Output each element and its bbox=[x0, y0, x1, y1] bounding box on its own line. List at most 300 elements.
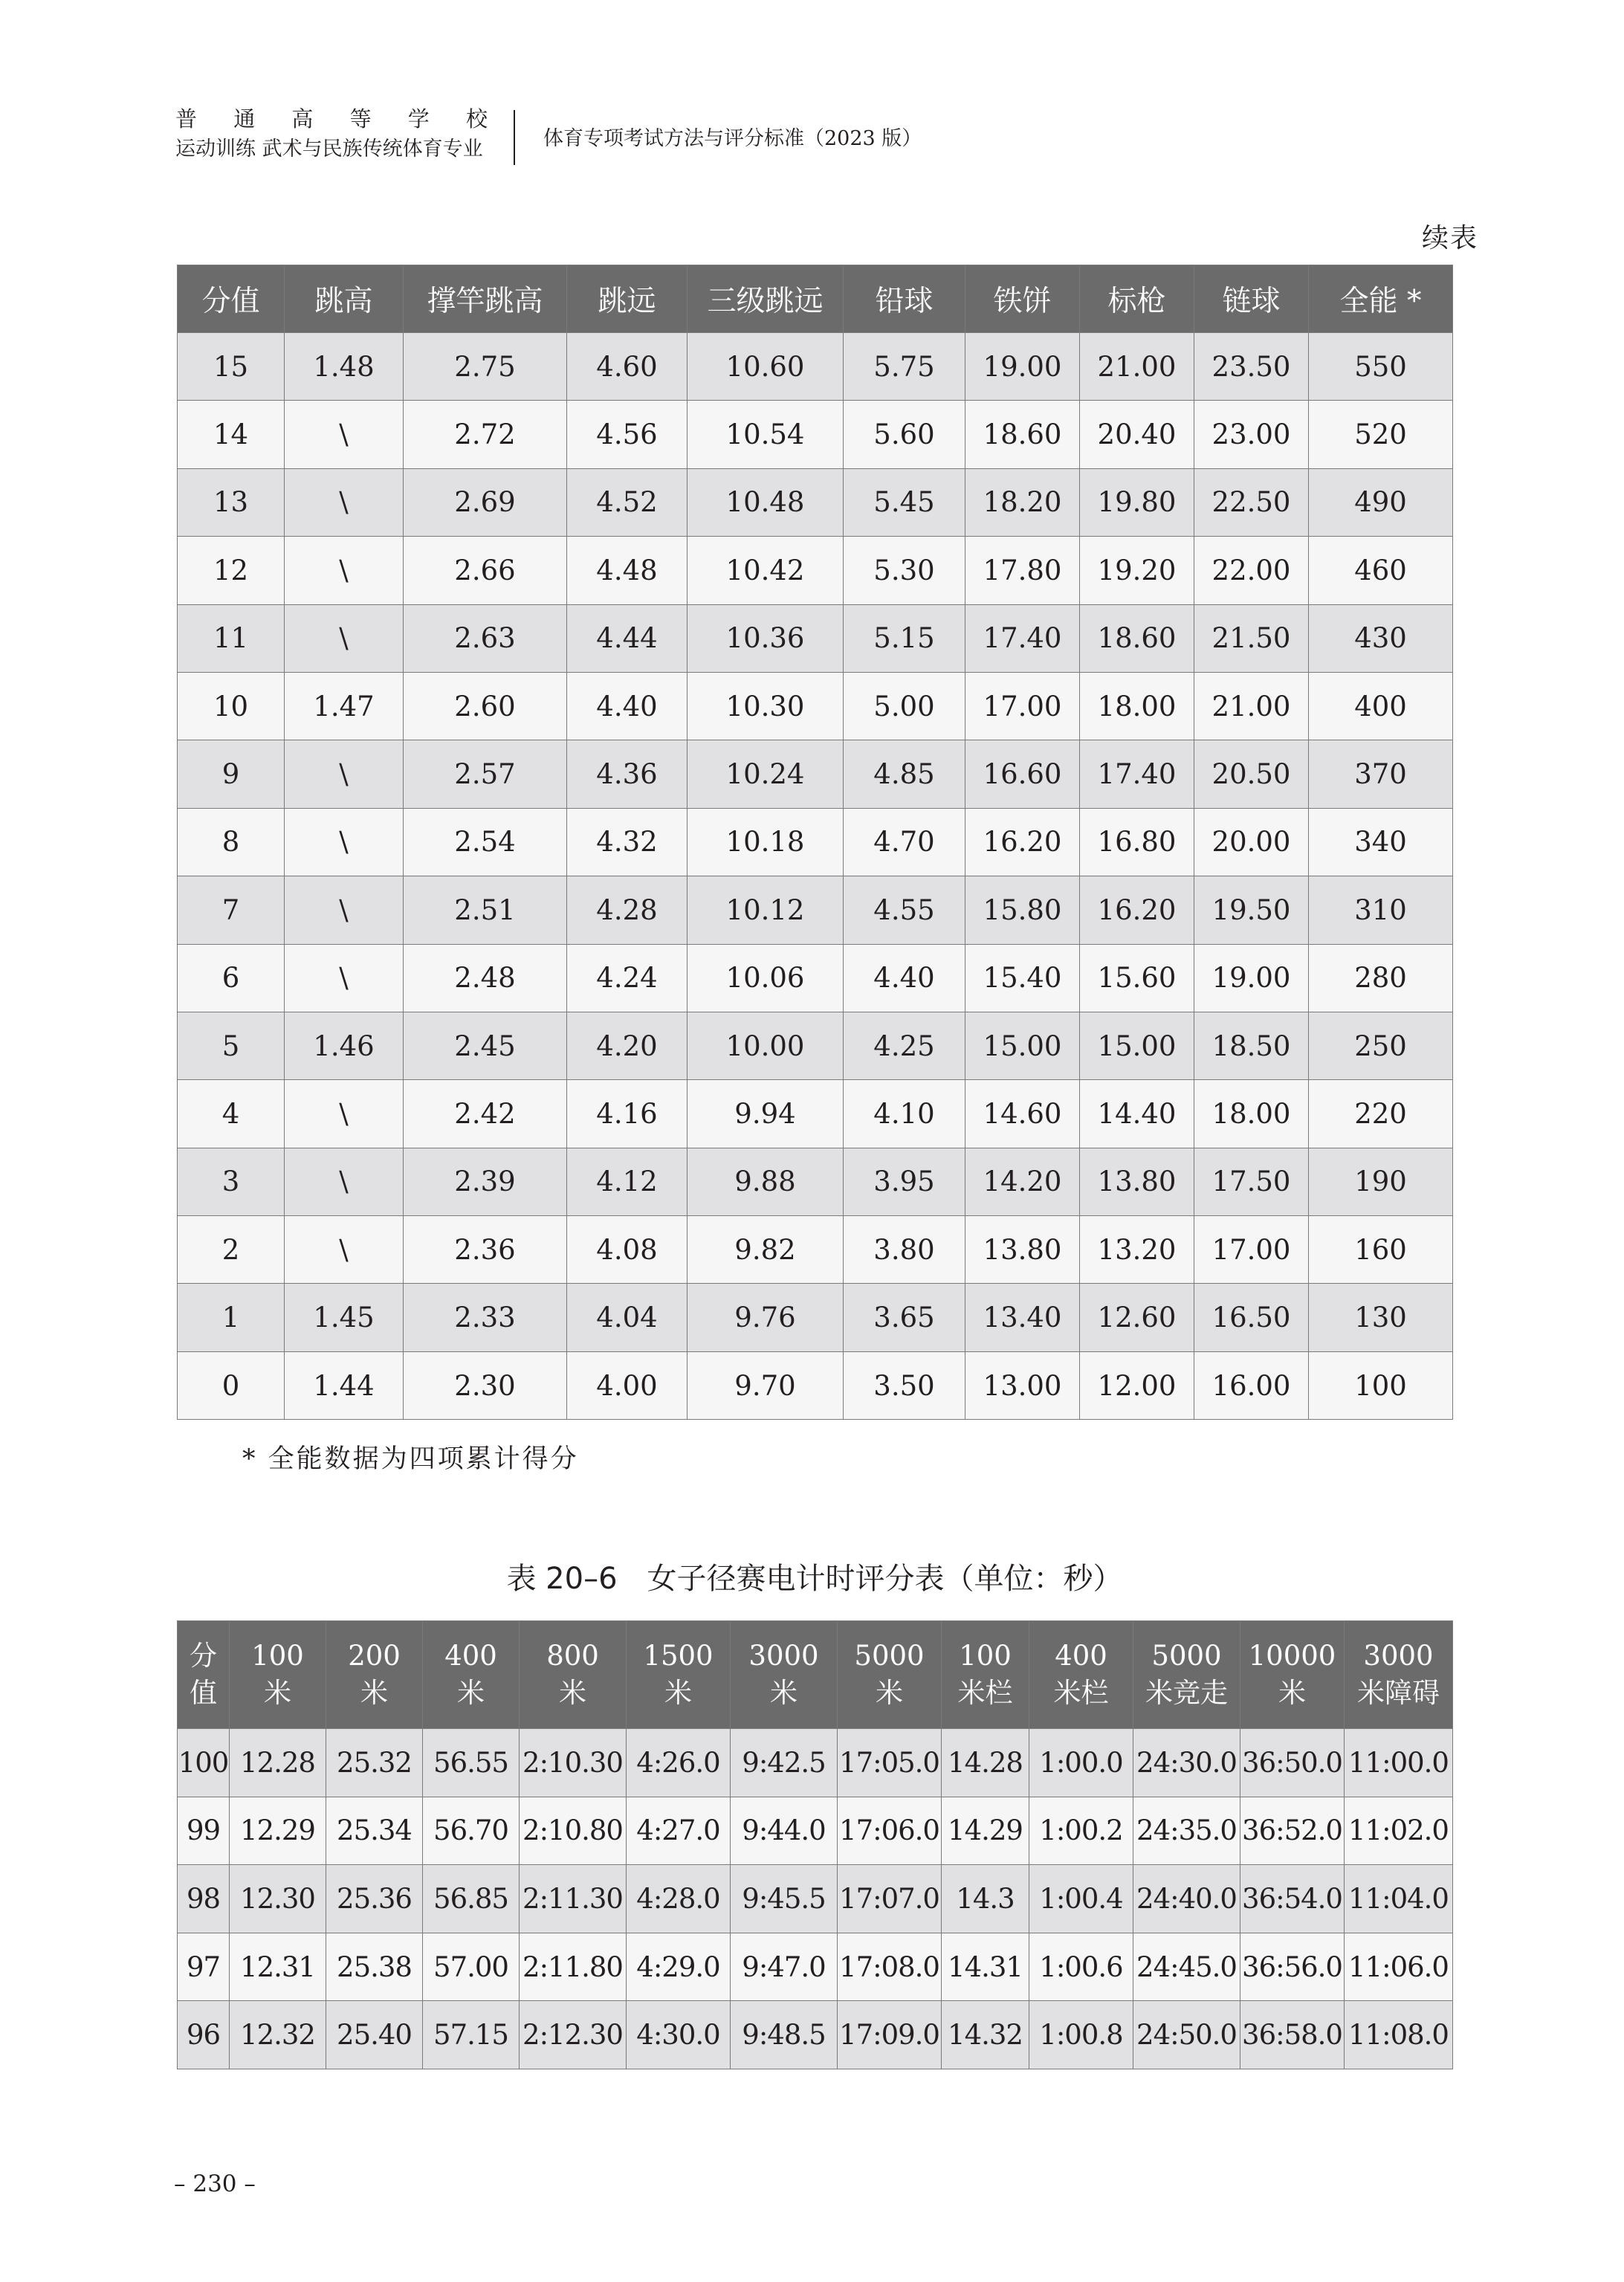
table-cell: 23.00 bbox=[1194, 401, 1309, 468]
table-cell: 550 bbox=[1309, 333, 1453, 401]
table-cell: 6 bbox=[178, 944, 285, 1012]
table-cell: \ bbox=[285, 876, 404, 944]
column-header bbox=[627, 1621, 731, 1729]
column-header-line: 100 bbox=[251, 1640, 304, 1672]
table-cell: 2.33 bbox=[404, 1284, 567, 1351]
table-row bbox=[178, 1080, 1453, 1148]
table-cell: 14.3 bbox=[942, 1865, 1029, 1933]
table-cell: 4.04 bbox=[567, 1284, 688, 1351]
table-cell: 13.40 bbox=[965, 1284, 1080, 1351]
table-row bbox=[178, 604, 1453, 672]
table-cell: 4.60 bbox=[567, 333, 688, 401]
table-cell: 2 bbox=[178, 1216, 285, 1284]
table-cell: 460 bbox=[1309, 537, 1453, 604]
table-cell: 3 bbox=[178, 1148, 285, 1215]
header-school-name bbox=[175, 104, 488, 134]
table-cell: 490 bbox=[1309, 468, 1453, 536]
table-cell: 4.25 bbox=[844, 1012, 965, 1079]
header-school-char: 等 bbox=[349, 106, 372, 132]
table-row bbox=[178, 1012, 1453, 1079]
table-cell: 400 bbox=[1309, 672, 1453, 740]
table-cell: 7 bbox=[178, 876, 285, 944]
table-cell: 10.06 bbox=[688, 944, 844, 1012]
table-cell: \ bbox=[285, 944, 404, 1012]
table-cell: 130 bbox=[1309, 1284, 1453, 1351]
column-header-line: 米栏 bbox=[1053, 1677, 1109, 1709]
table-body bbox=[178, 1729, 1453, 2069]
table-cell: 14.32 bbox=[942, 2001, 1029, 2069]
column-header-line: 1500 bbox=[643, 1640, 714, 1672]
table-cell: 20.40 bbox=[1080, 401, 1194, 468]
column-header-line: 10000 bbox=[1248, 1640, 1336, 1672]
column-header-line: 米 bbox=[559, 1677, 586, 1709]
table-cell: 19.20 bbox=[1080, 537, 1194, 604]
column-header-line: 3000 bbox=[748, 1640, 819, 1672]
table-cell: 17:07.0 bbox=[838, 1865, 942, 1933]
table-cell: 4.32 bbox=[567, 808, 688, 876]
table-cell: 9:48.5 bbox=[731, 2001, 838, 2069]
table-row bbox=[178, 740, 1453, 808]
table-row bbox=[178, 876, 1453, 944]
table-cell: 1.47 bbox=[285, 672, 404, 740]
table-cell: 9:45.5 bbox=[731, 1865, 838, 1933]
table-cell: 2.72 bbox=[404, 401, 567, 468]
table-cell: 57.00 bbox=[423, 1933, 520, 2001]
header-divider bbox=[514, 110, 515, 165]
header-school-char: 普 bbox=[175, 106, 198, 132]
table-cell: \ bbox=[285, 740, 404, 808]
table-cell: 10.24 bbox=[688, 740, 844, 808]
table-cell: 36:54.0 bbox=[1240, 1865, 1345, 1933]
column-header: 跳高 bbox=[285, 265, 404, 333]
table-cell: 9:47.0 bbox=[731, 1933, 838, 2001]
table-cell: 11 bbox=[178, 604, 285, 672]
table-cell: 4.40 bbox=[844, 944, 965, 1012]
table-cell: 17:08.0 bbox=[838, 1933, 942, 2001]
table-cell: 4.48 bbox=[567, 537, 688, 604]
table-cell: \ bbox=[285, 808, 404, 876]
table-cell: 11:06.0 bbox=[1345, 1933, 1453, 2001]
table-cell: 9.88 bbox=[688, 1148, 844, 1215]
column-header bbox=[838, 1621, 942, 1729]
table-cell: 18.00 bbox=[1080, 672, 1194, 740]
table-cell: 100 bbox=[178, 1729, 230, 1797]
table-cell: 2:10.30 bbox=[520, 1729, 627, 1797]
table-cell: 15.00 bbox=[1080, 1012, 1194, 1079]
table-cell: 13.20 bbox=[1080, 1216, 1194, 1284]
table-header-row bbox=[178, 1621, 1453, 1729]
column-header-line: 分 bbox=[190, 1640, 217, 1672]
table-cell: 2.57 bbox=[404, 740, 567, 808]
column-header-line: 400 bbox=[1055, 1640, 1107, 1672]
table-cell: 4.40 bbox=[567, 672, 688, 740]
table-row bbox=[178, 1351, 1453, 1419]
table-cell: 9:42.5 bbox=[731, 1729, 838, 1797]
column-header-line: 200 bbox=[348, 1640, 401, 1672]
column-header bbox=[1345, 1621, 1453, 1729]
table-row bbox=[178, 2001, 1453, 2069]
table-cell: 19.00 bbox=[965, 333, 1080, 401]
table-cell: 16.20 bbox=[1080, 876, 1194, 944]
column-header-line: 米障碍 bbox=[1357, 1677, 1440, 1709]
table-cell: 9 bbox=[178, 740, 285, 808]
table-cell: 2.39 bbox=[404, 1148, 567, 1215]
table-cell: 5.45 bbox=[844, 468, 965, 536]
table-cell: 36:56.0 bbox=[1240, 1933, 1345, 2001]
table-cell: 1:00.8 bbox=[1029, 2001, 1133, 2069]
table-cell: 17.00 bbox=[1194, 1216, 1309, 1284]
table-cell: 12.31 bbox=[230, 1933, 326, 2001]
table-cell: 3.95 bbox=[844, 1148, 965, 1215]
column-header bbox=[520, 1621, 627, 1729]
table-cell: 2.63 bbox=[404, 604, 567, 672]
table-cell: \ bbox=[285, 1148, 404, 1215]
table-footnote: * 全能数据为四项累计得分 bbox=[242, 1444, 579, 1474]
table-cell: 56.70 bbox=[423, 1797, 520, 1865]
table-cell: 12.00 bbox=[1080, 1351, 1194, 1419]
table-cell: 56.55 bbox=[423, 1729, 520, 1797]
table-cell: 25.32 bbox=[326, 1729, 423, 1797]
table-cell: 4.70 bbox=[844, 808, 965, 876]
column-header bbox=[1240, 1621, 1345, 1729]
table-body bbox=[178, 333, 1453, 1420]
table-cell: 97 bbox=[178, 1933, 230, 2001]
column-header bbox=[942, 1621, 1029, 1729]
table-cell: 22.00 bbox=[1194, 537, 1309, 604]
table-cell: 5.75 bbox=[844, 333, 965, 401]
womens-track-score-table bbox=[177, 1620, 1453, 2069]
table-header-row bbox=[178, 265, 1453, 333]
column-header: 三级跳远 bbox=[688, 265, 844, 333]
table-cell: 250 bbox=[1309, 1012, 1453, 1079]
table-cell: 4.24 bbox=[567, 944, 688, 1012]
table-cell: 10.60 bbox=[688, 333, 844, 401]
table-cell: 15.60 bbox=[1080, 944, 1194, 1012]
table-cell: 1.48 bbox=[285, 333, 404, 401]
column-header-line: 米 bbox=[1278, 1677, 1306, 1709]
table-cell: 96 bbox=[178, 2001, 230, 2069]
table-cell: 24:35.0 bbox=[1133, 1797, 1240, 1865]
table-cell: 21.00 bbox=[1194, 672, 1309, 740]
table-cell: 25.36 bbox=[326, 1865, 423, 1933]
table-cell: 18.00 bbox=[1194, 1080, 1309, 1148]
table-cell: 14.28 bbox=[942, 1729, 1029, 1797]
table-cell: 15.80 bbox=[965, 876, 1080, 944]
table-cell: 10.30 bbox=[688, 672, 844, 740]
table-cell: 21.00 bbox=[1080, 333, 1194, 401]
table-cell: 13.80 bbox=[1080, 1148, 1194, 1215]
table-cell: 4:30.0 bbox=[627, 2001, 731, 2069]
table-cell: 98 bbox=[178, 1865, 230, 1933]
table-cell: 2.36 bbox=[404, 1216, 567, 1284]
table-row bbox=[178, 1729, 1453, 1797]
header-school-char: 学 bbox=[407, 106, 430, 132]
table-cell: 370 bbox=[1309, 740, 1453, 808]
table-cell: 2:11.30 bbox=[520, 1865, 627, 1933]
table-cell: 4.36 bbox=[567, 740, 688, 808]
table-row bbox=[178, 401, 1453, 468]
header-book-title: 体育专项考试方法与评分标准（2023 版） bbox=[543, 127, 922, 150]
table-cell: 12.29 bbox=[230, 1797, 326, 1865]
column-header-line: 5000 bbox=[1151, 1640, 1222, 1672]
table-cell: 1:00.0 bbox=[1029, 1729, 1133, 1797]
table-cell: 5.60 bbox=[844, 401, 965, 468]
table-cell: 2.42 bbox=[404, 1080, 567, 1148]
table-cell: 17:05.0 bbox=[838, 1729, 942, 1797]
table-cell: 56.85 bbox=[423, 1865, 520, 1933]
table-cell: 10.00 bbox=[688, 1012, 844, 1079]
table-cell: 1.46 bbox=[285, 1012, 404, 1079]
header-school-char: 校 bbox=[465, 106, 488, 132]
table-cell: 4.44 bbox=[567, 604, 688, 672]
column-header: 撑竿跳高 bbox=[404, 265, 567, 333]
table-cell: 2.54 bbox=[404, 808, 567, 876]
table-cell: 2.60 bbox=[404, 672, 567, 740]
table-cell: 36:50.0 bbox=[1240, 1729, 1345, 1797]
table-cell: 17:09.0 bbox=[838, 2001, 942, 2069]
table-cell: 4.20 bbox=[567, 1012, 688, 1079]
column-header-line: 100 bbox=[959, 1640, 1012, 1672]
table-cell: 5.00 bbox=[844, 672, 965, 740]
table-row bbox=[178, 1216, 1453, 1284]
table-cell: 9.94 bbox=[688, 1080, 844, 1148]
column-header bbox=[731, 1621, 838, 1729]
table-cell: 520 bbox=[1309, 401, 1453, 468]
table-cell: 4 bbox=[178, 1080, 285, 1148]
column-header-line: 米 bbox=[457, 1677, 485, 1709]
table-cell: 19.80 bbox=[1080, 468, 1194, 536]
table-cell: 16.00 bbox=[1194, 1351, 1309, 1419]
table-cell: 0 bbox=[178, 1351, 285, 1419]
column-header: 标枪 bbox=[1080, 265, 1194, 333]
table-cell: 5.15 bbox=[844, 604, 965, 672]
table-cell: 12.30 bbox=[230, 1865, 326, 1933]
column-header: 链球 bbox=[1194, 265, 1309, 333]
table-cell: 17.40 bbox=[965, 604, 1080, 672]
column-header-line: 米栏 bbox=[957, 1677, 1013, 1709]
table-cell: 14 bbox=[178, 401, 285, 468]
table-row bbox=[178, 1933, 1453, 2001]
table-cell: 18.20 bbox=[965, 468, 1080, 536]
table-cell: 2.51 bbox=[404, 876, 567, 944]
table-cell: 4.55 bbox=[844, 876, 965, 944]
table-cell: 17.50 bbox=[1194, 1148, 1309, 1215]
table-cell: 2.30 bbox=[404, 1351, 567, 1419]
column-header-line: 米 bbox=[264, 1677, 291, 1709]
table-caption: 表 20–6 女子径赛电计时评分表（单位：秒） bbox=[506, 1562, 1123, 1596]
table-cell: 15.00 bbox=[965, 1012, 1080, 1079]
table-cell: 2.45 bbox=[404, 1012, 567, 1079]
table-cell: 15.40 bbox=[965, 944, 1080, 1012]
table-row bbox=[178, 537, 1453, 604]
table-cell: 13.00 bbox=[965, 1351, 1080, 1419]
column-header-line: 米 bbox=[664, 1677, 692, 1709]
column-header-line: 米竞走 bbox=[1145, 1677, 1228, 1709]
table-cell: 11:02.0 bbox=[1345, 1797, 1453, 1865]
table-cell: 16.60 bbox=[965, 740, 1080, 808]
table-cell: 10 bbox=[178, 672, 285, 740]
table-cell: 10.36 bbox=[688, 604, 844, 672]
table-cell: 14.20 bbox=[965, 1148, 1080, 1215]
table-cell: \ bbox=[285, 537, 404, 604]
column-header-line: 800 bbox=[546, 1640, 599, 1672]
table-cell: 1:00.6 bbox=[1029, 1933, 1133, 2001]
table-cell: 24:50.0 bbox=[1133, 2001, 1240, 2069]
table-cell: 2:10.80 bbox=[520, 1797, 627, 1865]
table-cell: 220 bbox=[1309, 1080, 1453, 1148]
column-header: 全能 * bbox=[1309, 265, 1453, 333]
table-cell: 4:27.0 bbox=[627, 1797, 731, 1865]
table-cell: 11:04.0 bbox=[1345, 1865, 1453, 1933]
table-cell: 4:29.0 bbox=[627, 1933, 731, 2001]
table-cell: 190 bbox=[1309, 1148, 1453, 1215]
table-cell: 16.50 bbox=[1194, 1284, 1309, 1351]
table-cell: 13 bbox=[178, 468, 285, 536]
table-cell: 14.60 bbox=[965, 1080, 1080, 1148]
table-cell: 10.18 bbox=[688, 808, 844, 876]
table-row bbox=[178, 468, 1453, 536]
table-cell: 14.40 bbox=[1080, 1080, 1194, 1148]
column-header bbox=[1029, 1621, 1133, 1729]
table-cell: 19.00 bbox=[1194, 944, 1309, 1012]
table-cell: 2.48 bbox=[404, 944, 567, 1012]
table-cell: 4.28 bbox=[567, 876, 688, 944]
table-cell: 15 bbox=[178, 333, 285, 401]
table-cell: 12 bbox=[178, 537, 285, 604]
page-header bbox=[175, 104, 1513, 171]
table-cell: 99 bbox=[178, 1797, 230, 1865]
table-cell: 18.50 bbox=[1194, 1012, 1309, 1079]
page-number: – 230 – bbox=[174, 2171, 256, 2197]
table-row bbox=[178, 944, 1453, 1012]
column-header bbox=[1133, 1621, 1240, 1729]
table-cell: 10.48 bbox=[688, 468, 844, 536]
table-cell: 10.54 bbox=[688, 401, 844, 468]
table-cell: 11:00.0 bbox=[1345, 1729, 1453, 1797]
table-cell: 1:00.4 bbox=[1029, 1865, 1133, 1933]
table-cell: 18.60 bbox=[1080, 604, 1194, 672]
column-header: 跳远 bbox=[567, 265, 688, 333]
table-cell: 25.38 bbox=[326, 1933, 423, 2001]
table-cell: 22.50 bbox=[1194, 468, 1309, 536]
header-major: 运动训练 武术与民族传统体育专业 bbox=[175, 138, 483, 161]
header-school-char: 通 bbox=[233, 106, 256, 132]
table-cell: \ bbox=[285, 1216, 404, 1284]
table-row bbox=[178, 1865, 1453, 1933]
table-cell: 5 bbox=[178, 1012, 285, 1079]
table-cell: 2:11.80 bbox=[520, 1933, 627, 2001]
table-row bbox=[178, 333, 1453, 401]
header-left bbox=[175, 104, 510, 165]
table-cell: \ bbox=[285, 401, 404, 468]
table-cell: 160 bbox=[1309, 1216, 1453, 1284]
column-header-line: 值 bbox=[190, 1677, 217, 1709]
table-cell: 340 bbox=[1309, 808, 1453, 876]
table-cell: 10.12 bbox=[688, 876, 844, 944]
table-cell: 12.28 bbox=[230, 1729, 326, 1797]
table-cell: \ bbox=[285, 1080, 404, 1148]
table-cell: 4.52 bbox=[567, 468, 688, 536]
table-cell: 36:52.0 bbox=[1240, 1797, 1345, 1865]
table-cell: \ bbox=[285, 604, 404, 672]
table-cell: 4.08 bbox=[567, 1216, 688, 1284]
table-cell: 36:58.0 bbox=[1240, 2001, 1345, 2069]
table-cell: 430 bbox=[1309, 604, 1453, 672]
continued-label: 续表 bbox=[1421, 223, 1478, 253]
table-cell: 4.00 bbox=[567, 1351, 688, 1419]
table-cell: 2.66 bbox=[404, 537, 567, 604]
column-header bbox=[326, 1621, 423, 1729]
table-cell: 4:26.0 bbox=[627, 1729, 731, 1797]
table-cell: 24:45.0 bbox=[1133, 1933, 1240, 2001]
column-header-line: 米 bbox=[876, 1677, 903, 1709]
table-cell: 18.60 bbox=[965, 401, 1080, 468]
table-cell: 20.00 bbox=[1194, 808, 1309, 876]
column-header bbox=[230, 1621, 326, 1729]
column-header-line: 400 bbox=[444, 1640, 497, 1672]
table-cell: 310 bbox=[1309, 876, 1453, 944]
table-cell: 3.80 bbox=[844, 1216, 965, 1284]
column-header-line: 3000 bbox=[1363, 1640, 1434, 1672]
table-cell: 9.76 bbox=[688, 1284, 844, 1351]
header-school-char: 高 bbox=[291, 106, 314, 132]
table-cell: 9.70 bbox=[688, 1351, 844, 1419]
table-cell: 1 bbox=[178, 1284, 285, 1351]
table-cell: 3.65 bbox=[844, 1284, 965, 1351]
table-cell: 12.32 bbox=[230, 2001, 326, 2069]
table-row bbox=[178, 1148, 1453, 1215]
table-cell: 8 bbox=[178, 808, 285, 876]
table-cell: 2.75 bbox=[404, 333, 567, 401]
column-header-line: 米 bbox=[360, 1677, 388, 1709]
table-cell: 4:28.0 bbox=[627, 1865, 731, 1933]
table-cell: 24:30.0 bbox=[1133, 1729, 1240, 1797]
table-cell: 4.16 bbox=[567, 1080, 688, 1148]
table-cell: 100 bbox=[1309, 1351, 1453, 1419]
table-cell: 4.12 bbox=[567, 1148, 688, 1215]
table-cell: 21.50 bbox=[1194, 604, 1309, 672]
table-cell: 12.60 bbox=[1080, 1284, 1194, 1351]
column-header-line: 5000 bbox=[854, 1640, 925, 1672]
column-header bbox=[178, 1621, 230, 1729]
table-cell: 17.80 bbox=[965, 537, 1080, 604]
table-cell: 14.31 bbox=[942, 1933, 1029, 2001]
field-events-score-table bbox=[177, 265, 1453, 1420]
table-cell: 11:08.0 bbox=[1345, 2001, 1453, 2069]
table-cell: 9:44.0 bbox=[731, 1797, 838, 1865]
column-header: 铅球 bbox=[844, 265, 965, 333]
table-cell: 13.80 bbox=[965, 1216, 1080, 1284]
column-header: 分值 bbox=[178, 265, 285, 333]
table-cell: 17:06.0 bbox=[838, 1797, 942, 1865]
table-cell: 17.40 bbox=[1080, 740, 1194, 808]
table-cell: 2:12.30 bbox=[520, 2001, 627, 2069]
table-cell: 25.40 bbox=[326, 2001, 423, 2069]
table-cell: 17.00 bbox=[965, 672, 1080, 740]
table-row bbox=[178, 808, 1453, 876]
table-cell: 23.50 bbox=[1194, 333, 1309, 401]
table-row bbox=[178, 672, 1453, 740]
table-cell: 3.50 bbox=[844, 1351, 965, 1419]
table-cell: 1.45 bbox=[285, 1284, 404, 1351]
column-header: 铁饼 bbox=[965, 265, 1080, 333]
table-cell: 16.80 bbox=[1080, 808, 1194, 876]
table-cell: \ bbox=[285, 468, 404, 536]
table-cell: 4.85 bbox=[844, 740, 965, 808]
table-cell: 16.20 bbox=[965, 808, 1080, 876]
table-cell: 4.10 bbox=[844, 1080, 965, 1148]
table-cell: 5.30 bbox=[844, 537, 965, 604]
